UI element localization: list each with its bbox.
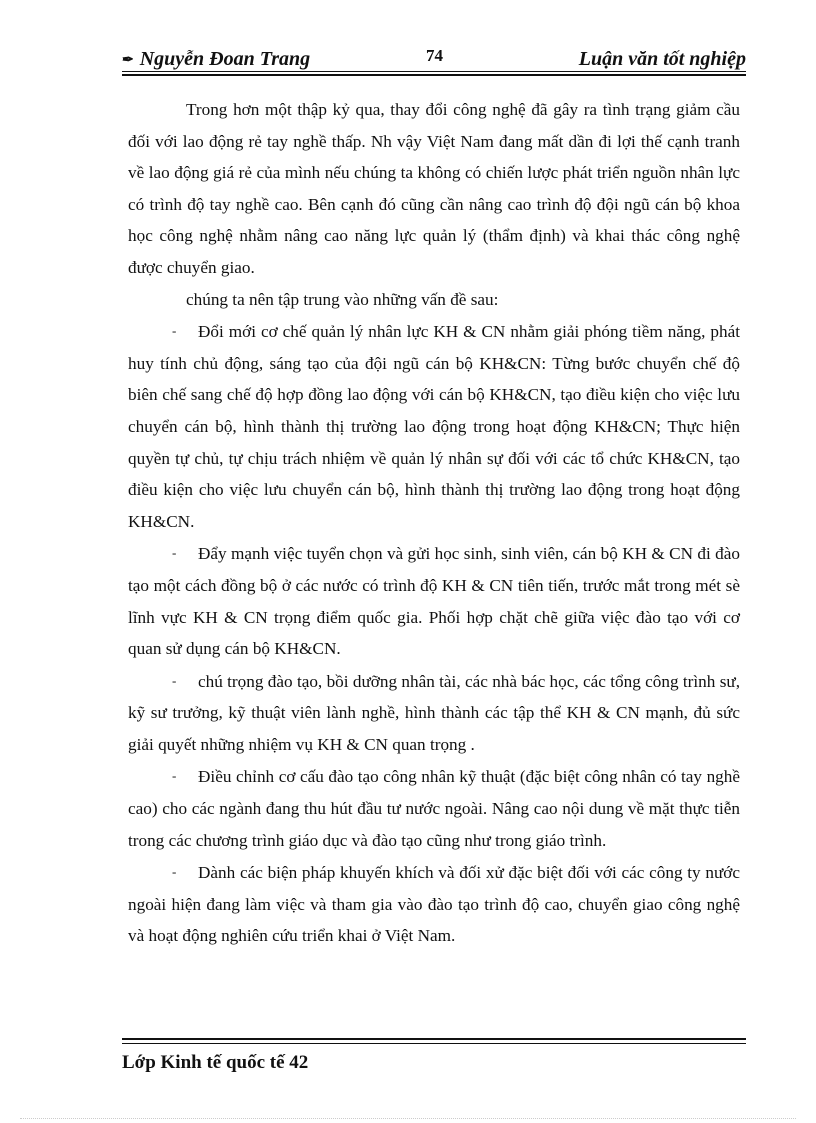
bullet-text: chú trọng đào tạo, bồi dưỡng nhân tài, các nhà bác học, các tổng công trình sư, kỹ sư trưởng, kỹ thuật viên lành nghề, hình thành các tập thể KH & CN mạnh, đủ sức giải quyết những nhiệm vụ KH & CN quan trọng .	[128, 671, 740, 754]
dash-marker: -	[172, 768, 177, 784]
dash-marker: -	[172, 545, 177, 561]
header-doc-type: Luận văn tốt nghiệp	[578, 48, 746, 70]
page-edge-divider	[20, 1118, 796, 1119]
bullet-item	[128, 760, 740, 856]
bullet-text: Đẩy mạnh việc tuyển chọn và gửi học sinh, sinh viên, cán bộ KH & CN đi đào tạo một cách đồng bộ ở các nước có trình độ KH & CN tiên tiến, trước mắt trong mét sè lĩnh vực KH & CN trọng điểm quốc gia. Phối hợp chặt chẽ giữa việc đào tạo với cơ quan sử dụng cán bộ KH&CN.	[128, 544, 740, 659]
author-name: Nguyễn Đoan Trang	[139, 48, 311, 70]
paragraph-lead-in: chúng ta nên tập trung vào những vấn đề sau:	[186, 289, 499, 309]
bullet-text: Dành các biện pháp khuyến khích và đối xử đặc biệt đối với các công ty nước ngoài hiện đang làm việc và tham gia vào đào tạo trình độ cao, chuyển giao công nghệ và hoạt động nghiên cứu triển khai ở Việt Nam.	[128, 863, 740, 946]
header-rule	[122, 71, 746, 76]
dash-marker: -	[172, 672, 177, 688]
header-author	[122, 48, 310, 71]
footer-class-name: Lớp Kinh tế quốc tế 42	[122, 1052, 309, 1073]
bullet-item	[128, 856, 740, 952]
bullet-item	[128, 665, 740, 761]
dash-marker: -	[172, 864, 177, 880]
page-number: 74	[426, 46, 443, 65]
bullet-text: Đổi mới cơ chế quản lý nhân lực KH & CN nhằm giải phóng tiềm năng, phát huy tính chủ động, sáng tạo của đội ngũ cán bộ KH&CN: Từng bước chuyển chế độ biên chế sang chế độ hợp đồng lao động với cán bộ KH&CN, tạo điều kiện cho việc lưu chuyển cán bộ, hình thành thị trường lao động trong hoạt động KH&CN; Thực hiện quyền tự chủ, tự chịu trách nhiệm về quản lý nhân sự đối với các tổ chức KH&CN, tạo điều kiện cho việc lưu chuyển cán bộ, hình thành thị trường lao động trong hoạt động KH&CN.	[128, 322, 740, 531]
quill-icon: ✒	[122, 53, 134, 68]
bullet-text: Điều chỉnh cơ cấu đào tạo công nhân kỹ thuật (đặc biệt công nhân có tay nghề cao) cho các ngành đang thu hút đầu tư nước ngoài. Nâng cao nội dung về mặt thực tiễn trong các chương trình giáo dục và đào tạo cũng như trong giáo trình.	[128, 767, 740, 850]
page-header	[122, 44, 746, 74]
paragraph-intro: Trong hơn một thập kỷ qua, thay đổi công nghệ đã gây ra tình trạng giảm cầu đối với lao động rẻ tay nghề thấp. Nh vậy Việt Nam đang mất dần đi lợi thế cạnh tranh về lao động giá rẻ của mình nếu chúng ta không có chiến lược phát triển nguồn nhân lực có trình độ tay nghề cao. Bên cạnh đó cũng cần nâng cao trình độ đội ngũ cán bộ khoa học công nghệ nhằm nâng cao năng lực quản lý (thẩm định) và khai thác công nghệ được chuyển giao.	[128, 100, 740, 277]
dash-marker: -	[172, 323, 177, 339]
bullet-item	[128, 315, 740, 537]
footer-rule	[122, 1038, 746, 1044]
bullet-item	[128, 537, 740, 664]
page-body	[128, 94, 740, 952]
